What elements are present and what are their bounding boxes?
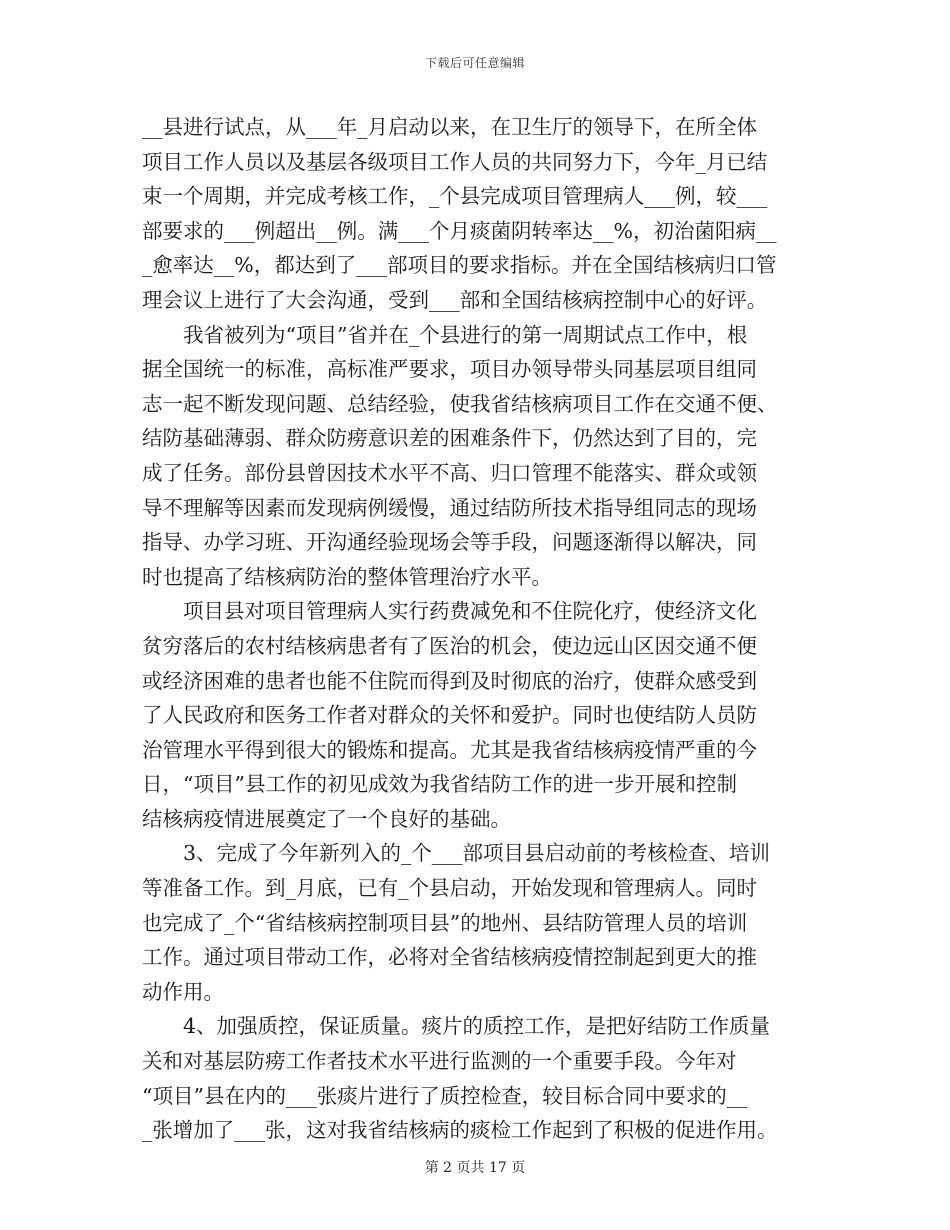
paragraph: [142, 836, 806, 1009]
text-line: 据全国统一的标准，高标准严要求，项目办领导带头同基层项目组同: [142, 357, 757, 382]
text-line: 志一起不断发现问题、总结经验，使我省结核病项目工作在交通不便、: [142, 391, 778, 416]
text-line: 日，“项目”县工作的初见成效为我省结防工作的进一步开展和控制: [142, 772, 737, 797]
paragraph: [142, 110, 806, 318]
text-line: 4、加强质控，保证质量。痰片的质控工作，是把好结防工作质量: [183, 1014, 771, 1039]
text-line: _张增加了___张，这对我省结核病的痰检工作起到了积极的促进作用。: [142, 1118, 778, 1143]
text-line: 或经济困难的患者也能不住院而得到及时彻底的治疗，使群众感受到: [142, 668, 757, 693]
text-line: 治管理水平得到很大的锻炼和提高。尤其是我省结核病疫情严重的今: [142, 737, 757, 762]
text-line: 我省被列为“项目”省并在_个县进行的第一周期试点工作中，根: [183, 322, 748, 347]
text-line: 指导、办学习班、开沟通经验现场会等手段，问题逐渐得以解决，同: [142, 530, 757, 555]
paragraph: [142, 594, 806, 836]
text-line: 3、完成了今年新列入的_个___部项目县启动前的考核检查、培训: [183, 841, 771, 866]
text-line: 贫穷落后的农村结核病患者有了医治的机会，使边远山区因交通不便: [142, 633, 757, 658]
text-line: 了人民政府和医务工作者对群众的关怀和爱护。同时也使结防人员防: [142, 703, 757, 728]
text-line: 束一个周期，并完成考核工作，_个县完成项目管理病人___例，较___: [142, 184, 768, 209]
paragraph: [142, 1009, 806, 1147]
text-line: _愈率达__%，都达到了___部项目的要求指标。并在全国结核病归口管: [142, 253, 777, 278]
text-line: 结核病疫情进展奠定了一个良好的基础。: [142, 806, 511, 831]
page-number-footer: 第 2 页共 17 页: [424, 1160, 526, 1176]
text-line: 也完成了_个“省结核病控制项目县”的地州、县结防管理人员的培训: [142, 910, 748, 935]
text-line: 等准备工作。到_月底，已有_个县启动，开始发现和管理病人。同时: [142, 876, 757, 901]
paragraph: [142, 318, 806, 595]
text-line: 项目工作人员以及基层各级项目工作人员的共同努力下，今年_月已结: [142, 149, 768, 174]
text-line: 动作用。: [142, 979, 224, 1004]
text-line: 导不理解等因素而发现病例缓慢，通过结防所技术指导组同志的现场: [142, 495, 757, 520]
page-header: 下载后可任意编辑: [424, 56, 525, 70]
text-line: 理会议上进行了大会沟通，受到___部和全国结核病控制中心的好评。: [142, 287, 768, 312]
text-line: 成了任务。部份县曾因技术水平不高、归口管理不能落实、群众或领: [142, 460, 757, 485]
text-line: 关和对基层防痨工作者技术水平进行监测的一个重要手段。今年对: [142, 1049, 737, 1074]
text-line: 工作。通过项目带动工作，必将对全省结核病疫情控制起到更大的推: [142, 945, 757, 970]
text-line: 部要求的___例超出__例。满___个月痰菌阴转率达__%，初治菌阳病__: [142, 218, 777, 243]
text-line: __县进行试点，从___年_月启动以来，在卫生厅的领导下，在所全体: [142, 115, 757, 139]
text-line: “项目”县在内的___张痰片进行了质控检查，较目标合同中要求的__: [142, 1083, 748, 1108]
text-line: 结防基础薄弱、群众防痨意识差的困难条件下，仍然达到了目的，完: [142, 426, 757, 451]
document-body: [142, 110, 806, 1148]
text-line: 时也提高了结核病防治的整体管理治疗水平。: [142, 564, 552, 589]
text-line: 项目县对项目管理病人实行药费减免和不住院化疗，使经济文化: [183, 599, 757, 624]
